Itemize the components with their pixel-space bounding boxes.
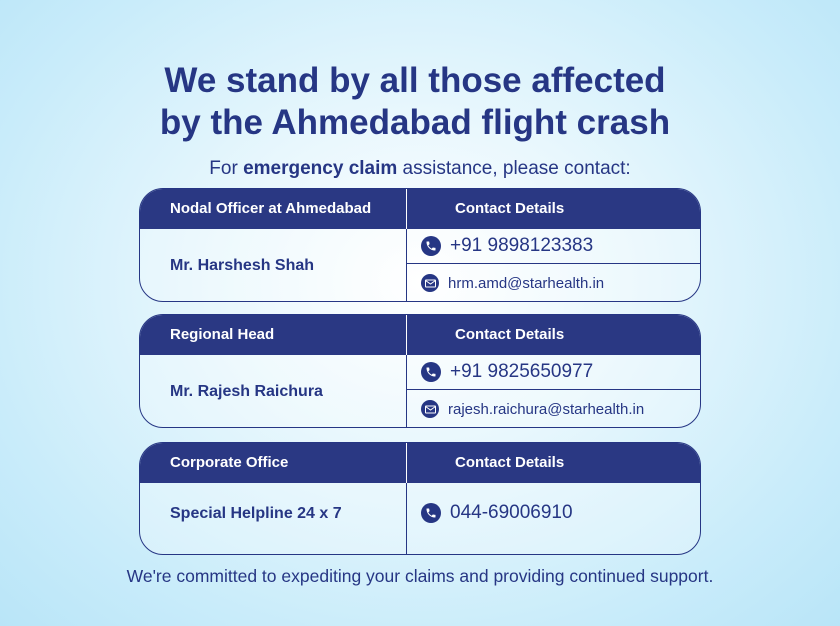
- email-row[interactable]: [407, 263, 700, 302]
- phone-number: +91 9898123383: [450, 235, 594, 256]
- card-header: [140, 315, 700, 355]
- card-left-header: Nodal Officer at Ahmedabad: [170, 200, 372, 217]
- headline-line-2: by the Ahmedabad flight crash: [159, 103, 671, 142]
- email-address: rajesh.raichura@starhealth.in: [448, 400, 645, 418]
- phone-icon: [421, 503, 441, 523]
- phone-number: 044-69006910: [450, 502, 573, 523]
- contact-card-regional-head: [139, 314, 701, 428]
- contact-name: Special Helpline 24 x 7: [170, 504, 342, 522]
- subheading-bold: emergency claim: [243, 158, 398, 179]
- headline: [0, 60, 840, 144]
- mail-icon: [421, 400, 439, 418]
- subheading-prefix: For: [209, 158, 244, 179]
- contact-details: [406, 483, 700, 555]
- phone-row[interactable]: [407, 483, 700, 543]
- phone-number: +91 9825650977: [450, 361, 594, 382]
- email-address: hrm.amd@starhealth.in: [448, 274, 605, 292]
- card-body: [140, 483, 700, 555]
- footer-message: We're committed to expediting your claims and providing continued support.: [126, 566, 714, 586]
- phone-icon: [421, 236, 441, 256]
- phone-icon: [421, 362, 441, 382]
- card-body: [140, 229, 700, 302]
- contact-details: [406, 355, 700, 428]
- card-left-header: Corporate Office: [170, 454, 289, 471]
- contact-name: Mr. Harshesh Shah: [170, 257, 315, 274]
- email-row[interactable]: [407, 389, 700, 428]
- subheading-suffix: assistance, please contact:: [397, 158, 631, 179]
- phone-row[interactable]: [407, 229, 700, 263]
- card-header: [140, 189, 700, 229]
- card-body: [140, 355, 700, 428]
- headline-line-1: We stand by all those affected: [164, 61, 666, 100]
- contact-card-nodal-officer: [139, 188, 701, 302]
- card-right-header: Contact Details: [406, 443, 700, 483]
- card-left-header: Regional Head: [170, 326, 275, 343]
- card-header: [140, 443, 700, 483]
- phone-row[interactable]: [407, 355, 700, 389]
- contact-card-corporate-office: [139, 442, 701, 555]
- card-right-header: Contact Details: [406, 189, 700, 229]
- contact-details: [406, 229, 700, 302]
- contact-name: Mr. Rajesh Raichura: [170, 383, 323, 400]
- card-right-header: Contact Details: [406, 315, 700, 355]
- mail-icon: [421, 274, 439, 292]
- subheading: [0, 158, 840, 180]
